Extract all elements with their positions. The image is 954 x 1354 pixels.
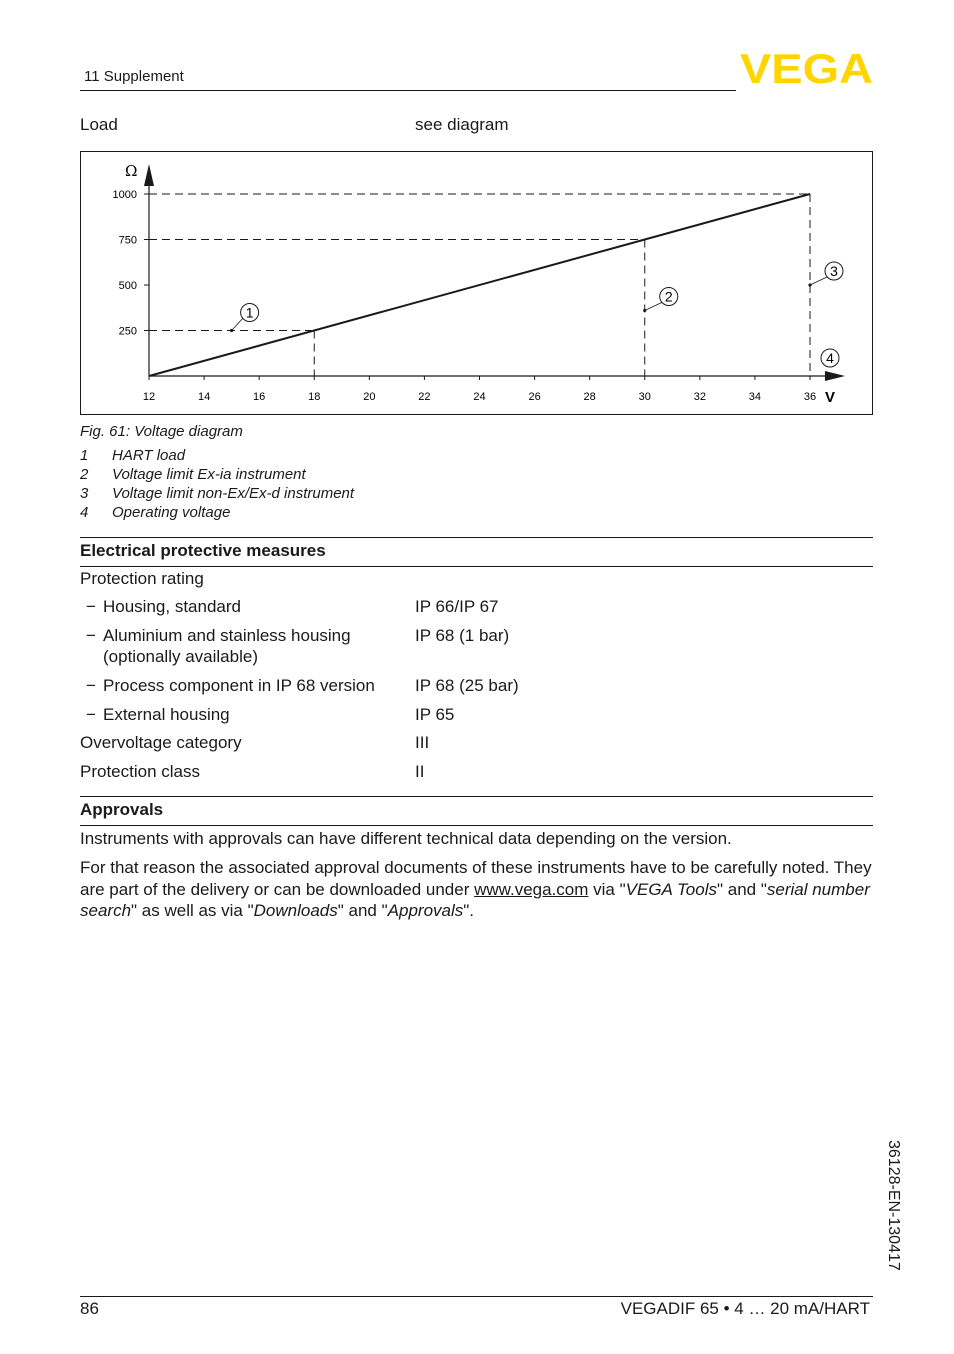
header-rule (80, 90, 736, 91)
x-unit-label: V (825, 389, 836, 406)
marker-leader (810, 277, 827, 285)
chart-markers (230, 262, 843, 367)
legend-text: Voltage limit Ex-ia instrument (112, 466, 306, 483)
vega-link[interactable]: www.vega.com (474, 879, 589, 899)
x-tick-label: 12 (142, 391, 156, 403)
vega-logo (740, 50, 874, 86)
chart-series (149, 194, 810, 376)
dash: − (86, 597, 96, 616)
y-ticks (113, 189, 149, 338)
x-tick-label: 18 (308, 391, 321, 403)
x-tick-label: 36 (803, 391, 817, 403)
legend-text: Operating voltage (112, 504, 231, 521)
chart-svg (81, 152, 872, 414)
dash: − (86, 626, 96, 645)
marker-leader (232, 319, 243, 331)
approvals-heading: Approvals (80, 796, 873, 826)
x-tick-label: 24 (473, 391, 486, 403)
figure-legend (80, 447, 354, 523)
x-tick-label: 22 (418, 391, 431, 403)
x-tick-label: 14 (197, 391, 211, 403)
ip-row-value: IP 65 (415, 705, 455, 724)
y-axis-arrow (144, 164, 154, 186)
ip-row (86, 597, 241, 617)
legend-text: Voltage limit non-Ex/Ex-d instrument (112, 485, 355, 502)
dash: − (86, 676, 96, 695)
y-tick-label: 750 (118, 234, 137, 247)
y-unit-label: Ω (125, 162, 138, 180)
protection-class-label: Protection class (80, 762, 200, 781)
load-value: see diagram (415, 115, 509, 134)
marker-label: 1 (245, 304, 254, 321)
x-ticks (143, 376, 816, 403)
ip-row-value: IP 68 (25 bar) (415, 676, 519, 695)
ip-row-value: IP 66/IP 67 (415, 597, 499, 616)
section-title: 11 Supplement (84, 68, 184, 85)
protection-class-value: II (415, 762, 425, 781)
overvoltage-label: Overvoltage category (80, 733, 242, 752)
ip-row (86, 626, 351, 646)
approvals-paragraph-2: For that reason the associated approval documents of these instruments have to be carefully noted. They are part of the delivery or can be downloaded under www.vega.com via "VEGA Tools" and "serial number search" as well as via "Downloads" and "Approvals". (80, 858, 872, 920)
y-tick-label: 500 (118, 280, 137, 292)
ip-row (86, 676, 375, 696)
legend-num: 2 (80, 466, 89, 483)
ip-row-label: Aluminium and stainless housing (103, 626, 351, 645)
x-tick-label: 34 (748, 391, 762, 403)
y-tick-label: 250 (118, 325, 137, 338)
dash: − (86, 705, 96, 724)
x-tick-label: 16 (253, 391, 266, 403)
x-axis-arrow (825, 371, 845, 381)
marker-label: 3 (830, 263, 838, 279)
legend-num: 3 (80, 485, 89, 502)
x-tick-label: 20 (363, 391, 376, 403)
voltage-diagram (80, 151, 873, 415)
ip-row-label: Housing, standard (103, 597, 241, 616)
x-tick-label: 28 (583, 391, 596, 403)
ip-row-label-2: (optionally available) (103, 647, 258, 666)
ip-row-value: IP 68 (1 bar) (415, 626, 510, 645)
document-code: 36128-EN-130417 (885, 1140, 902, 1271)
figure-caption: Fig. 61: Voltage diagram (80, 423, 243, 440)
load-label: Load (80, 115, 118, 134)
x-tick-label: 26 (528, 391, 541, 403)
footer-title: VEGADIF 65 • 4 … 20 mA/HART (620, 1299, 870, 1318)
protection-rating-label: Protection rating (80, 569, 204, 588)
legend-item (80, 485, 354, 504)
legend-num: 1 (80, 447, 89, 464)
logo-text: VEGA (740, 50, 873, 86)
legend-num: 4 (80, 504, 89, 521)
ip-row-label: Process component in IP 68 version (103, 676, 375, 695)
overvoltage-value: III (415, 733, 430, 752)
y-tick-label: 1000 (112, 189, 137, 201)
legend-text: HART load (112, 447, 186, 464)
marker-leader (645, 302, 662, 310)
approvals-paragraph-1: Instruments with approvals can have different technical data depending on the version. (80, 829, 732, 848)
load-line (149, 194, 810, 376)
legend-item (80, 447, 354, 466)
legend-item (80, 504, 354, 523)
ip-row-label: External housing (103, 705, 230, 724)
ip-row (86, 705, 230, 725)
marker-label: 2 (664, 288, 673, 305)
x-tick-label: 30 (638, 391, 651, 403)
footer-rule (80, 1296, 873, 1297)
page-number: 86 (80, 1299, 99, 1318)
legend-item (80, 466, 354, 485)
x-tick-label: 32 (693, 391, 706, 403)
electrical-heading: Electrical protective measures (80, 537, 873, 567)
marker-label: 4 (826, 350, 834, 366)
